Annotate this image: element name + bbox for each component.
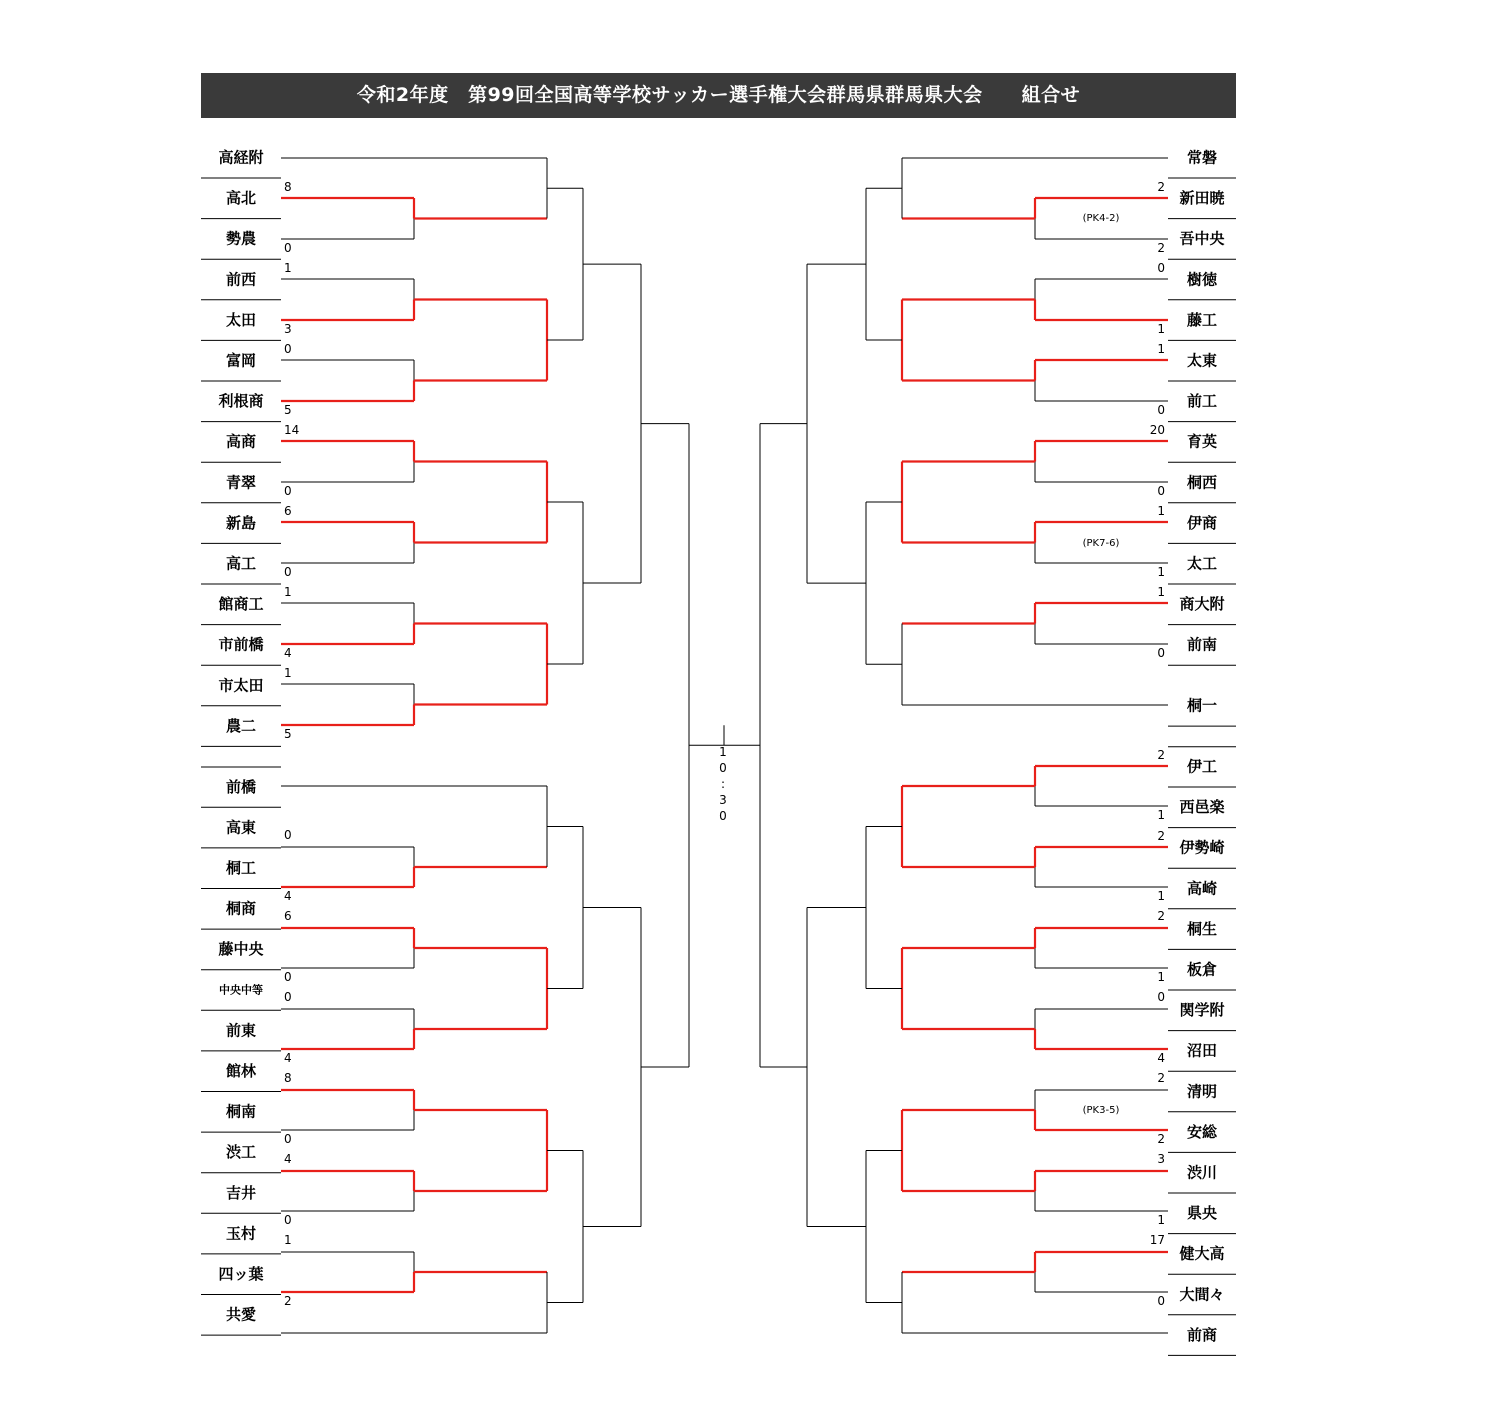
score-right: 0 — [1157, 403, 1165, 417]
pk-note: (PK4-2) — [1082, 213, 1120, 224]
team-name-left: 高商 — [225, 432, 257, 451]
score-left: 4 — [284, 1051, 292, 1065]
team-name-left: 玉村 — [225, 1224, 257, 1243]
score-left: 4 — [284, 646, 292, 660]
team-name-left: 市太田 — [218, 676, 264, 695]
team-name-right: 桐一 — [1186, 696, 1218, 715]
team-name-left: 農二 — [225, 716, 257, 735]
team-name-right: 安総 — [1186, 1122, 1218, 1141]
team-name-right: 大間々 — [1179, 1285, 1225, 1304]
team-name-right: 樹徳 — [1186, 270, 1218, 289]
score-left: 0 — [284, 828, 292, 842]
team-name-left: 前西 — [225, 270, 257, 289]
score-left: 1 — [284, 1233, 292, 1247]
team-name-right: 新田暁 — [1179, 189, 1225, 208]
final-kickoff-time: 0 — [719, 809, 727, 823]
team-name-left: 桐工 — [225, 859, 257, 877]
team-name-right: 桐生 — [1186, 919, 1218, 938]
score-right: 0 — [1157, 1294, 1165, 1308]
score-left: 5 — [284, 727, 292, 741]
score-left: 14 — [284, 423, 300, 437]
score-left: 4 — [284, 1152, 292, 1166]
score-right: 0 — [1157, 484, 1165, 498]
team-name-right: 桐西 — [1186, 473, 1218, 492]
score-right: 1 — [1157, 322, 1165, 336]
score-left: 0 — [284, 241, 292, 255]
score-left: 8 — [284, 180, 292, 194]
team-name-left: 藤中央 — [218, 940, 264, 959]
score-right: 1 — [1157, 585, 1165, 599]
team-name-left: 桐商 — [225, 899, 257, 918]
team-name-left: 太田 — [225, 310, 257, 329]
team-name-right: 健大高 — [1179, 1244, 1225, 1263]
score-right: 1 — [1157, 808, 1165, 822]
team-name-right: 育英 — [1186, 432, 1218, 451]
team-name-left: 市前橋 — [218, 635, 264, 654]
team-name-left: 館林 — [225, 1062, 257, 1080]
score-right: 0 — [1157, 990, 1165, 1004]
team-name-right: 藤工 — [1186, 310, 1218, 329]
team-name-left: 桐南 — [225, 1102, 257, 1121]
team-name-right: 常磐 — [1186, 148, 1218, 167]
team-name-left: 共愛 — [225, 1305, 257, 1324]
team-name-right: 太工 — [1186, 554, 1218, 573]
team-name-right: 県央 — [1186, 1204, 1218, 1223]
final-kickoff-time: : — [720, 777, 726, 791]
score-right: 20 — [1149, 423, 1165, 437]
team-name-right: 清明 — [1186, 1082, 1218, 1101]
team-name-right: 板倉 — [1186, 960, 1218, 979]
team-name-left: 四ッ葉 — [218, 1265, 264, 1283]
team-name-left: 館商工 — [218, 595, 264, 614]
final-kickoff-time: 0 — [719, 761, 727, 775]
pk-note: (PK7-6) — [1082, 538, 1120, 549]
score-right: 0 — [1157, 261, 1165, 275]
team-name-left: 勢農 — [225, 229, 257, 248]
score-left: 4 — [284, 889, 292, 903]
team-name-right: 伊商 — [1186, 513, 1218, 532]
score-left: 1 — [284, 261, 292, 275]
score-left: 0 — [284, 1132, 292, 1146]
score-right: 2 — [1157, 180, 1165, 194]
score-right: 1 — [1157, 970, 1165, 984]
team-name-left: 新島 — [225, 513, 257, 532]
score-right: 1 — [1157, 565, 1165, 579]
score-right: 2 — [1157, 1132, 1165, 1146]
score-right: 2 — [1157, 748, 1165, 762]
team-name-left: 中央中等 — [219, 983, 263, 997]
team-name-right: 高崎 — [1186, 879, 1218, 898]
score-left: 0 — [284, 990, 292, 1004]
final-kickoff-time: 1 — [719, 745, 727, 759]
score-left: 6 — [284, 909, 292, 923]
score-right: 1 — [1157, 1213, 1165, 1227]
score-left: 8 — [284, 1071, 292, 1085]
page-title: 令和2年度 第99回全国高等学校サッカー選手権大会群馬県群馬県大会 組合せ — [356, 84, 1081, 106]
team-name-left: 高経附 — [218, 148, 264, 167]
score-right: 1 — [1157, 504, 1165, 518]
team-name-right: 沼田 — [1186, 1041, 1218, 1060]
score-right: 17 — [1149, 1233, 1165, 1247]
team-name-right: 西邑楽 — [1179, 798, 1225, 817]
team-name-right: 商大附 — [1179, 595, 1225, 614]
score-left: 1 — [284, 666, 292, 680]
team-name-right: 伊工 — [1186, 757, 1218, 776]
team-name-right: 太東 — [1186, 351, 1218, 370]
score-right: 1 — [1157, 889, 1165, 903]
pk-note: (PK3-5) — [1082, 1105, 1120, 1116]
score-left: 5 — [284, 403, 292, 417]
team-name-right: 前南 — [1186, 635, 1218, 654]
score-left: 6 — [284, 504, 292, 518]
score-right: 1 — [1157, 342, 1165, 356]
team-name-left: 前東 — [225, 1021, 257, 1040]
team-name-left: 高工 — [225, 554, 257, 573]
team-name-right: 吾中央 — [1179, 229, 1225, 248]
score-right: 2 — [1157, 1071, 1165, 1085]
team-name-left: 富岡 — [225, 351, 257, 370]
score-right: 3 — [1157, 1152, 1165, 1166]
team-name-left: 渋工 — [225, 1143, 257, 1162]
score-left: 0 — [284, 342, 292, 356]
team-name-right: 伊勢崎 — [1179, 838, 1225, 857]
team-name-left: 高東 — [225, 818, 257, 837]
score-left: 0 — [284, 970, 292, 984]
final-kickoff-time: 3 — [719, 793, 727, 807]
score-left: 0 — [284, 1213, 292, 1227]
score-right: 2 — [1157, 829, 1165, 843]
score-right: 0 — [1157, 646, 1165, 660]
team-name-right: 前商 — [1186, 1325, 1218, 1344]
team-name-left: 青翠 — [225, 473, 257, 492]
score-left: 3 — [284, 322, 292, 336]
team-name-left: 高北 — [225, 189, 257, 208]
score-right: 2 — [1157, 909, 1165, 923]
team-name-left: 利根商 — [218, 392, 264, 411]
score-left: 0 — [284, 484, 292, 498]
team-name-right: 前工 — [1186, 392, 1218, 411]
score-right: 2 — [1157, 241, 1165, 255]
score-left: 0 — [284, 565, 292, 579]
team-name-left: 前橋 — [225, 777, 257, 796]
score-right: 4 — [1157, 1051, 1165, 1065]
score-left: 2 — [284, 1294, 292, 1308]
team-name-left: 吉井 — [225, 1183, 257, 1202]
score-left: 1 — [284, 585, 292, 599]
team-name-right: 関学附 — [1179, 1001, 1225, 1020]
team-name-right: 渋川 — [1186, 1163, 1218, 1182]
